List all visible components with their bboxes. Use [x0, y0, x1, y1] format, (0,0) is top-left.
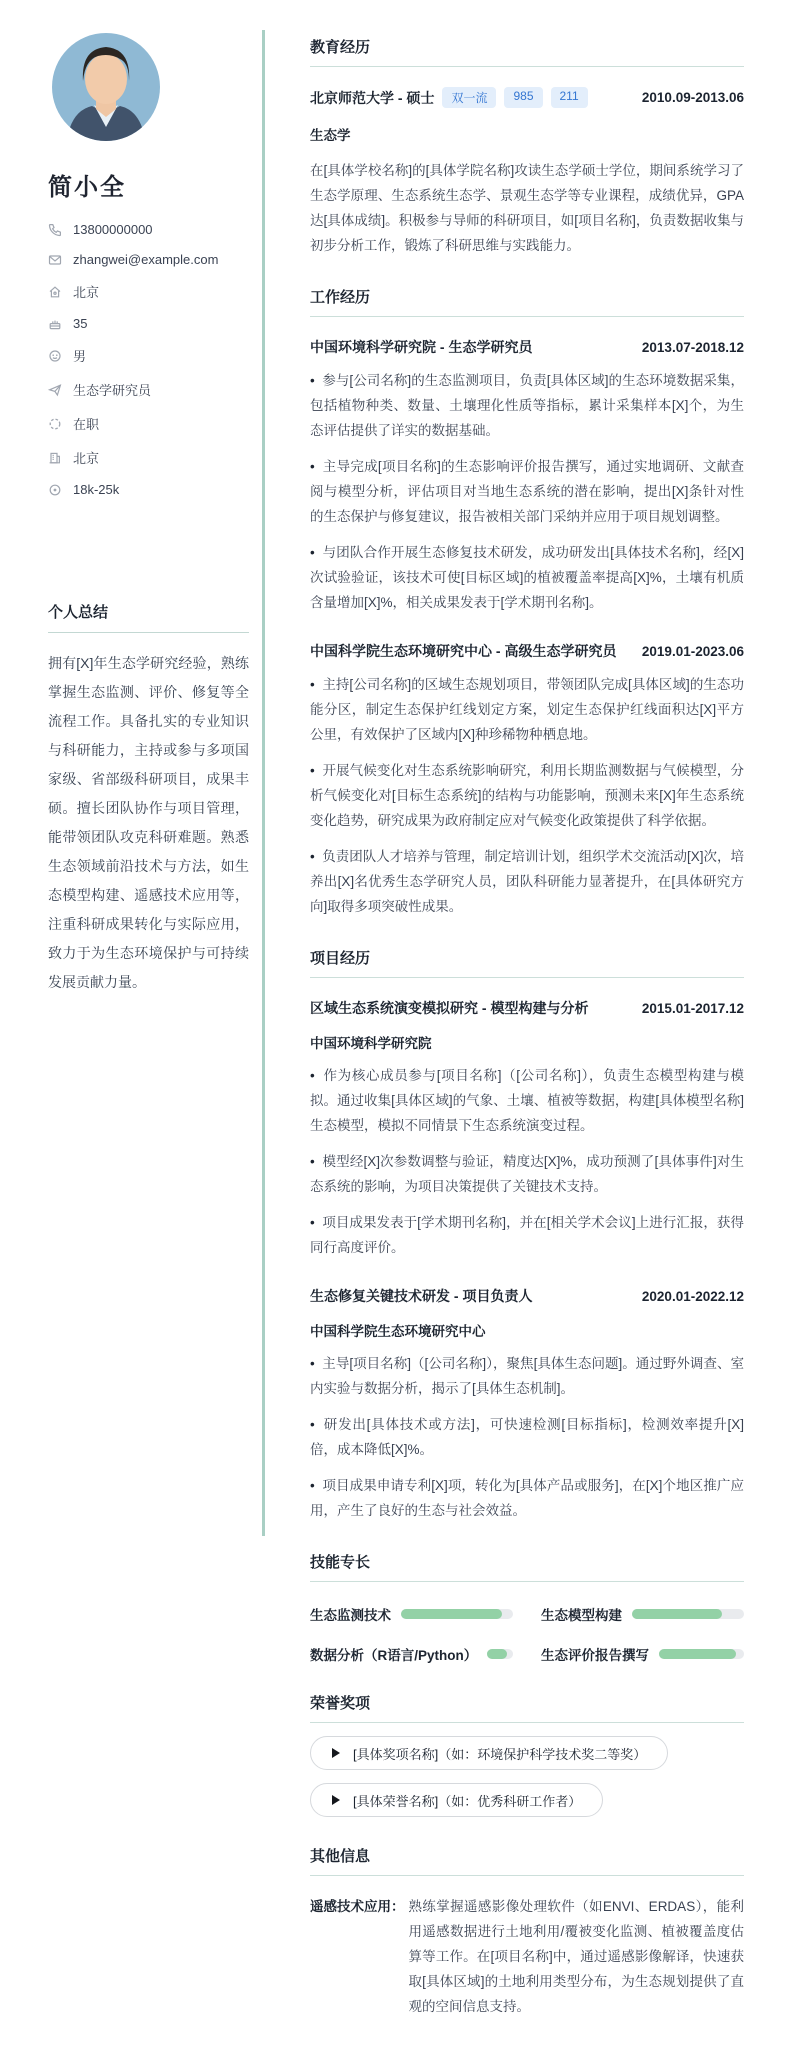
candidate-name: 简小全	[48, 174, 126, 201]
project-bullet: • 研发出[具体技术或方法]，可快速检测[目标指标]，检测效率提升[X]倍，成本降低[X]%。	[310, 1412, 744, 1462]
skill-bar-fill	[632, 1609, 722, 1619]
badge-double-first-class: 双一流	[442, 87, 496, 108]
contact-email-value: zhangwei@example.com	[73, 252, 219, 267]
job-icon	[48, 383, 62, 397]
contact-age-value: 35	[73, 316, 88, 331]
vertical-divider	[262, 30, 265, 1536]
project-entry	[310, 1286, 744, 1523]
contact-status-value: 在职	[73, 417, 100, 432]
home-icon	[48, 285, 62, 299]
work-bullet: • 主持[公司名称]的区域生态规划项目，带领团队完成[具体区域]的生态功能分区，制定生态保护红线划定方案，划定生态保护红线面积达[X]平方公里，有效保护了区域内[X]种珍稀物种栖息地。	[310, 672, 744, 747]
contact-age	[48, 316, 249, 331]
contact-salary-value: 18k-25k	[73, 482, 120, 497]
contact-phone	[48, 222, 249, 237]
work-bullet: • 主导完成[项目名称]的生态影响评价报告撰写，通过实地调研、文献查阅与模型分析，评估项目对当地生态系统的潜在影响，提出[X]条针对性的生态保护与修复建议，报告被相关部门采纳并应用于项目规划调整。	[310, 454, 744, 529]
main-content	[310, 36, 744, 2047]
contact-jobtitle	[48, 380, 249, 399]
section-other	[310, 1845, 744, 2019]
contact-status	[48, 414, 249, 433]
skill-item	[541, 1644, 744, 1664]
summary-text: 拥有[X]年生态学研究经验，熟练掌握生态监测、评价、修复等全流程工作。具备扎实的专业知识与科研能力，主持或参与多项国家级、省部级科研项目，成果丰硕。擅长团队协作与项目管理，能带领团队攻克科研难题。熟悉生态领域前沿技术与方法，如生态模型构建、遥感技术应用等，注重科研成果转化与实际应用，致力于为生态环境保护与可持续发展贡献力量。	[48, 655, 249, 990]
contact-location	[48, 282, 249, 301]
skill-label: 生态模型构建	[541, 1608, 622, 1623]
school-degree: 北京师范大学 - 硕士	[310, 89, 435, 106]
skills-title: 技能专长	[310, 1551, 744, 1582]
project-org: 中国科学院生态环境研究中心	[310, 1324, 486, 1339]
work-entry	[310, 641, 744, 919]
contact-gender-value: 男	[73, 349, 87, 364]
honor-item[interactable]	[310, 1736, 668, 1770]
project-bullet: • 模型经[X]次参数调整与验证，精度达[X]%，成功预测了[具体事件]对生态系统的影响，为项目决策提供了关键技术支持。	[310, 1149, 744, 1199]
contact-salary	[48, 482, 249, 497]
work-entry	[310, 337, 744, 615]
age-icon	[48, 317, 62, 331]
skill-label: 数据分析（R语言/Python）	[310, 1648, 478, 1663]
project-bullet: • 作为核心成员参与[项目名称]（[公司名称]），负责生态模型构建与模拟。通过收集[具体区域]的气象、土壤、植被等数据，构建[具体模型名称]生态模型，模拟不同情景下生态系统演变过程。	[310, 1063, 744, 1138]
project-bullet: • 主导[项目名称]（[公司名称]），聚焦[具体生态问题]。通过野外调查、室内实验与数据分析，揭示了[具体生态机制]。	[310, 1351, 744, 1401]
education-description: 在[具体学校名称]的[具体学院名称]攻读生态学硕士学位，期间系统学习了生态学原理、生态系统生态学、景观生态学等专业课程，成绩优异，GPA达[具体成绩]。积极参与导师的科研项目，如[项目名称]，负责数据收集与初步分析工作，锻炼了科研思维与实践能力。	[310, 163, 744, 253]
work-bullet: • 负责团队人才培养与管理，制定培训计划，组织学术交流活动[X]次，培养出[X]名优秀生态学研究人员，团队科研能力显著提升，在[具体研究方向]取得多项突破性成果。	[310, 844, 744, 919]
work-bullet: • 开展气候变化对生态系统影响研究，利用长期监测数据与气候模型，分析气候变化对[目标生态系统]的结构与功能影响，预测未来[X]年生态系统变化趋势，研究成果为政府制定应对气候变化政策提供了科学依据。	[310, 758, 744, 833]
contact-list	[48, 222, 249, 497]
summary-title: 个人总结	[48, 601, 249, 633]
section-skills	[310, 1551, 744, 1664]
sidebar	[0, 0, 263, 997]
skill-bar-track	[632, 1609, 744, 1619]
project-org: 中国环境科学研究院	[310, 1036, 432, 1051]
work-bullet: • 参与[公司名称]的生态监测项目，负责[具体区域]的生态环境数据采集，包括植物种类、数量、土壤理化性质等指标，累计采集样本[X]个，为生态评估提供了详实的数据基础。	[310, 368, 744, 443]
badge-211: 211	[551, 87, 588, 108]
contact-city-value: 北京	[73, 451, 100, 466]
honor-label: [具体荣誉名称]（如：优秀科研工作者）	[353, 1793, 582, 1809]
badge-985: 985	[504, 87, 542, 108]
project-entry	[310, 998, 744, 1260]
skill-item	[310, 1644, 513, 1664]
contact-gender	[48, 346, 249, 365]
skill-label: 生态监测技术	[310, 1608, 391, 1623]
play-icon	[332, 1748, 340, 1758]
other-label: 遥感技术应用：	[310, 1899, 405, 1914]
project-entry-title: 生态修复关键技术研发 - 项目负责人	[310, 1288, 533, 1304]
salary-icon	[48, 483, 62, 497]
contact-phone-value: 13800000000	[73, 222, 153, 237]
contact-jobtitle-value: 生态学研究员	[73, 383, 152, 398]
contact-location-value: 北京	[73, 285, 100, 300]
section-projects	[310, 947, 744, 1523]
skill-bar-track	[401, 1609, 513, 1619]
mail-icon	[48, 253, 62, 267]
honors-title: 荣誉奖项	[310, 1692, 744, 1723]
city-icon	[48, 451, 62, 465]
project-entry-date: 2015.01-2017.12	[641, 1000, 744, 1016]
other-title: 其他信息	[310, 1845, 744, 1876]
school-badges	[442, 87, 587, 108]
education-entry	[310, 87, 744, 258]
phone-icon	[48, 223, 62, 237]
skill-item	[541, 1604, 744, 1624]
section-education	[310, 36, 744, 258]
skill-bar-fill	[659, 1649, 736, 1659]
avatar	[52, 33, 160, 141]
section-work	[310, 286, 744, 919]
project-entry-date: 2020.01-2022.12	[641, 1288, 744, 1304]
education-title: 教育经历	[310, 36, 744, 67]
other-text: 熟练掌握遥感影像处理软件（如ENVI、ERDAS），能利用遥感数据进行土地利用/覆被变化监测、植被覆盖度估算等工作。在[项目名称]中，通过遥感影像解译，快速获取[具体区域]的土地利用类型分布，为生态规划提供了直观的空间信息支持。	[408, 1899, 744, 2014]
honor-label: [具体奖项名称]（如：环境保护科学技术奖二等奖）	[353, 1746, 647, 1762]
projects-title: 项目经历	[310, 947, 744, 978]
contact-email	[48, 252, 249, 267]
contact-city	[48, 448, 249, 467]
status-icon	[48, 417, 62, 431]
work-entry-date: 2013.07-2018.12	[641, 339, 744, 355]
project-bullet: • 项目成果申请专利[X]项，转化为[具体产品或服务]，在[X]个地区推广应用，产生了良好的生态与社会效益。	[310, 1473, 744, 1523]
play-icon	[332, 1795, 340, 1805]
work-entry-date: 2019.01-2023.06	[641, 643, 744, 659]
avatar-photo-icon	[52, 33, 160, 141]
personal-summary	[48, 601, 249, 997]
project-entry-title: 区域生态系统演变模拟研究 - 模型构建与分析	[310, 1000, 589, 1016]
education-date: 2010.09-2013.06	[641, 90, 744, 105]
skill-bar-track	[487, 1649, 513, 1659]
work-entry-title: 中国环境科学研究院 - 生态学研究员	[310, 339, 533, 355]
skill-bar-fill	[487, 1649, 507, 1659]
work-title: 工作经历	[310, 286, 744, 317]
skill-label: 生态评价报告撰写	[541, 1648, 649, 1663]
section-honors	[310, 1692, 744, 1817]
project-bullet: • 项目成果发表于[学术期刊名称]，并在[相关学术会议]上进行汇报，获得同行高度评价。	[310, 1210, 744, 1260]
skill-bar-track	[659, 1649, 744, 1659]
gender-icon	[48, 349, 62, 363]
skill-item	[310, 1604, 513, 1624]
education-major: 生态学	[310, 128, 351, 143]
honor-item[interactable]	[310, 1783, 603, 1817]
skill-bar-fill	[401, 1609, 502, 1619]
work-bullet: • 与团队合作开展生态修复技术研发，成功研发出[具体技术名称]，经[X]次试验验证，该技术可使[目标区域]的植被覆盖率提高[X]%，土壤有机质含量增加[X]%，相关成果发表于[学术期刊名称]。	[310, 540, 744, 615]
work-entry-title: 中国科学院生态环境研究中心 - 高级生态学研究员	[310, 643, 617, 659]
